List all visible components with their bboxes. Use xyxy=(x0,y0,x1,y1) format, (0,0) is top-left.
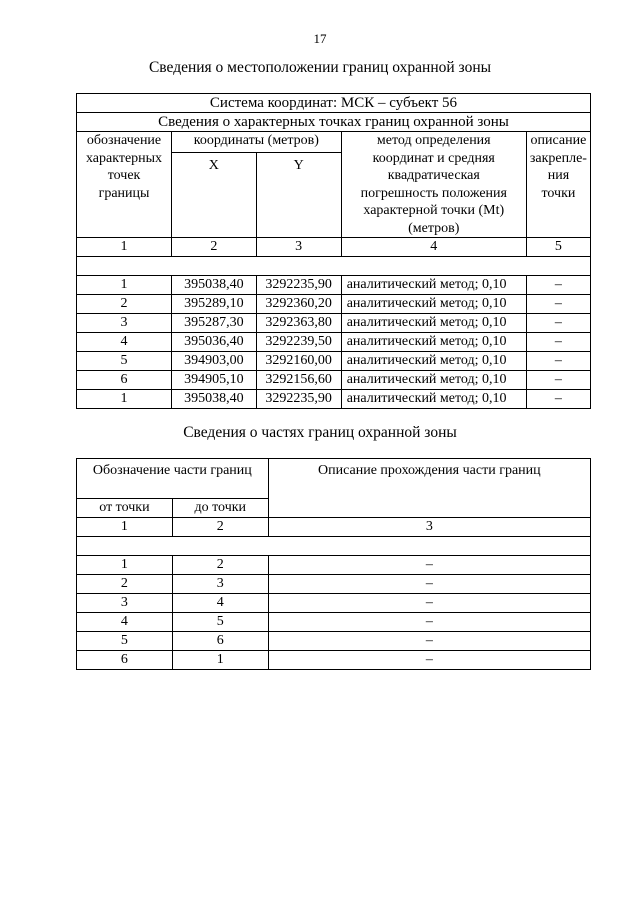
table-row: 2 395289,10 3292360,20 аналитический метод; 0,10 – xyxy=(77,295,591,314)
table-row: 3 4 – xyxy=(77,594,591,613)
table-row: 1 2 – xyxy=(77,556,591,575)
column-numbers-row: 1 2 3 4 5 xyxy=(77,238,591,257)
table-row: 6 1 – xyxy=(77,651,591,670)
from-point-header: от точки xyxy=(77,499,173,518)
designation-header: обозначение характерных точек границы xyxy=(77,132,172,238)
points-subheader-row: Сведения о характерных точках границ охранной зоны xyxy=(77,113,591,132)
part-designation-header: Обозначение части границ xyxy=(77,459,269,499)
page-number: 17 xyxy=(313,31,327,46)
method-header: метод определения координат и средняя квадратическая погрешность положения характерной точки (Mt) (метров) xyxy=(341,132,526,238)
part-description-header: Описание прохождения части границ xyxy=(268,459,590,518)
table-row: 1 395038,40 3292235,90 аналитический метод; 0,10 – xyxy=(77,390,591,409)
coordinate-system-row: Система координат: МСК – субъект 56 xyxy=(77,94,591,113)
coordinates-header: координаты (метров) xyxy=(172,132,342,153)
to-point-header: до точки xyxy=(172,499,268,518)
fixing-header: описание закрепле- ния точки xyxy=(526,132,590,238)
empty-row xyxy=(77,257,591,276)
table-row: 2 3 – xyxy=(77,575,591,594)
empty-row xyxy=(77,537,591,556)
section2-title: Сведения о частях границ охранной зоны xyxy=(183,424,457,441)
table-row: 4 5 – xyxy=(77,613,591,632)
table-row: 5 6 – xyxy=(77,632,591,651)
boundary-points-table xyxy=(76,93,591,409)
table-row: 4 395036,40 3292239,50 аналитический метод; 0,10 – xyxy=(77,333,591,352)
y-header: Y xyxy=(256,153,341,238)
section1-title: Сведения о местоположении границ охранной зоны xyxy=(148,59,492,76)
table-row: 5 394903,00 3292160,00 аналитический метод; 0,10 – xyxy=(77,352,591,371)
table-row: 1 395038,40 3292235,90 аналитический метод; 0,10 – xyxy=(77,276,591,295)
column-numbers-row: 1 2 3 xyxy=(77,518,591,537)
boundary-parts-table xyxy=(76,458,591,670)
table-row: 6 394905,10 3292156,60 аналитический метод; 0,10 – xyxy=(77,371,591,390)
x-header: X xyxy=(172,153,257,238)
table-row: 3 395287,30 3292363,80 аналитический метод; 0,10 – xyxy=(77,314,591,333)
